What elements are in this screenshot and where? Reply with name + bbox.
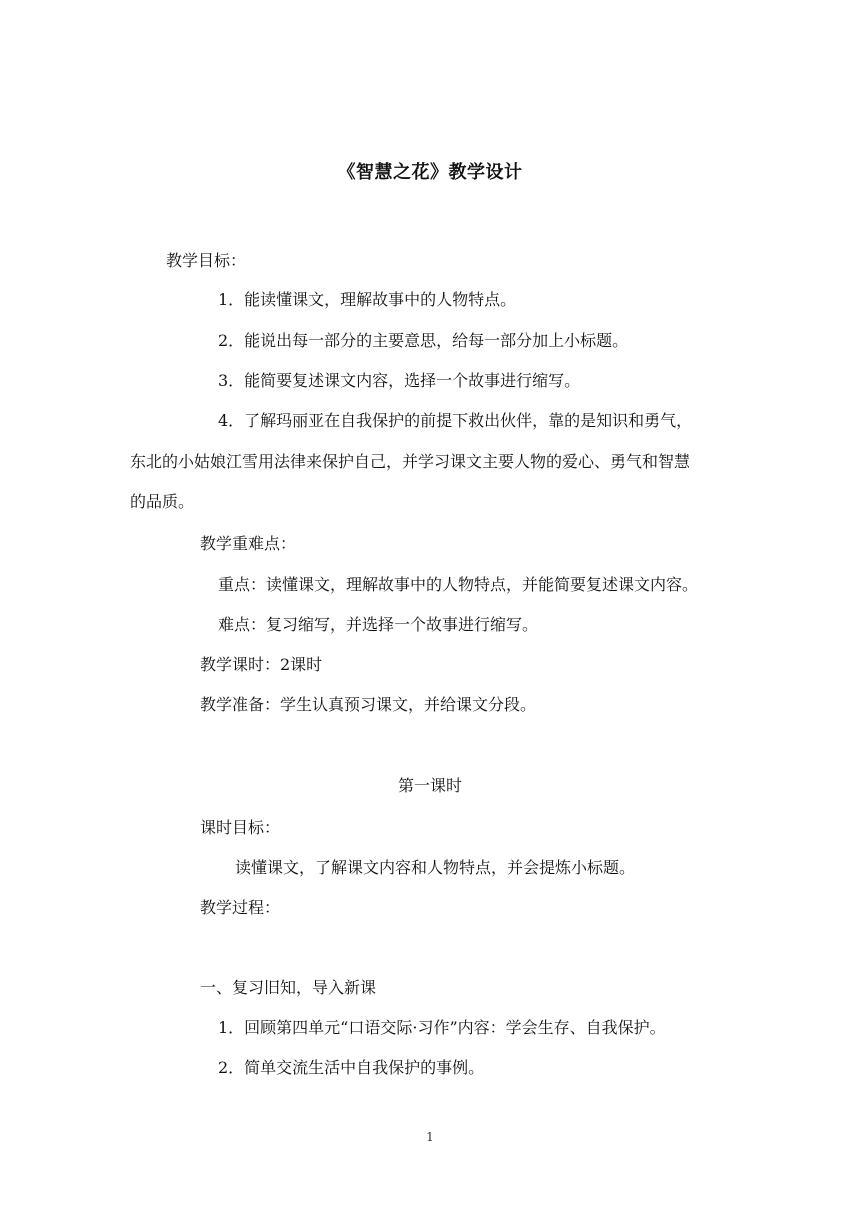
lesson1-process-heading: 教学过程：: [200, 898, 281, 917]
page-number: 1: [426, 1130, 434, 1144]
objective-item-4-line1: 4．了解玛丽亚在自我保护的前提下救出伙伴，靠的是知识和勇气，: [218, 411, 693, 430]
objective-item-4-line3: 的品质。: [130, 492, 195, 511]
section1-heading: 一、复习旧知，导入新课: [200, 978, 377, 997]
key-points-heading: 教学重难点：: [200, 534, 297, 553]
lesson1-goal-heading: 课时目标：: [200, 818, 281, 837]
page-title: 《智慧之花》教学设计: [337, 162, 523, 183]
objective-item-4-line2: 东北的小姑娘江雪用法律来保护自己，并学习课文主要人物的爱心、勇气和智慧: [130, 452, 691, 471]
objective-item-2: 2．能说出每一部分的主要意思，给每一部分加上小标题。: [218, 331, 629, 350]
section1-item-2: 2．简单交流生活中自我保护的事例。: [218, 1058, 485, 1077]
lesson1-goal: 读懂课文，了解课文内容和人物特点，并会提炼小标题。: [235, 858, 636, 877]
objective-item-3: 3．能简要复述课文内容，选择一个故事进行缩写。: [218, 371, 581, 390]
difficulty-point: 难点：复习缩写，并选择一个故事进行缩写。: [218, 615, 539, 634]
class-hours: 教学课时：2课时: [200, 655, 323, 674]
objective-item-1: 1．能读懂课文，理解故事中的人物特点。: [218, 290, 517, 309]
objectives-heading: 教学目标：: [166, 251, 247, 270]
lesson1-heading: 第一课时: [397, 776, 462, 795]
section1-item-1: 1．回顾第四单元“口语交际·习作”内容：学会生存、自我保护。: [218, 1018, 666, 1037]
preparation: 教学准备：学生认真预习课文，并给课文分段。: [200, 695, 537, 714]
key-point: 重点：读懂课文，理解故事中的人物特点，并能简要复述课文内容。: [218, 575, 699, 594]
